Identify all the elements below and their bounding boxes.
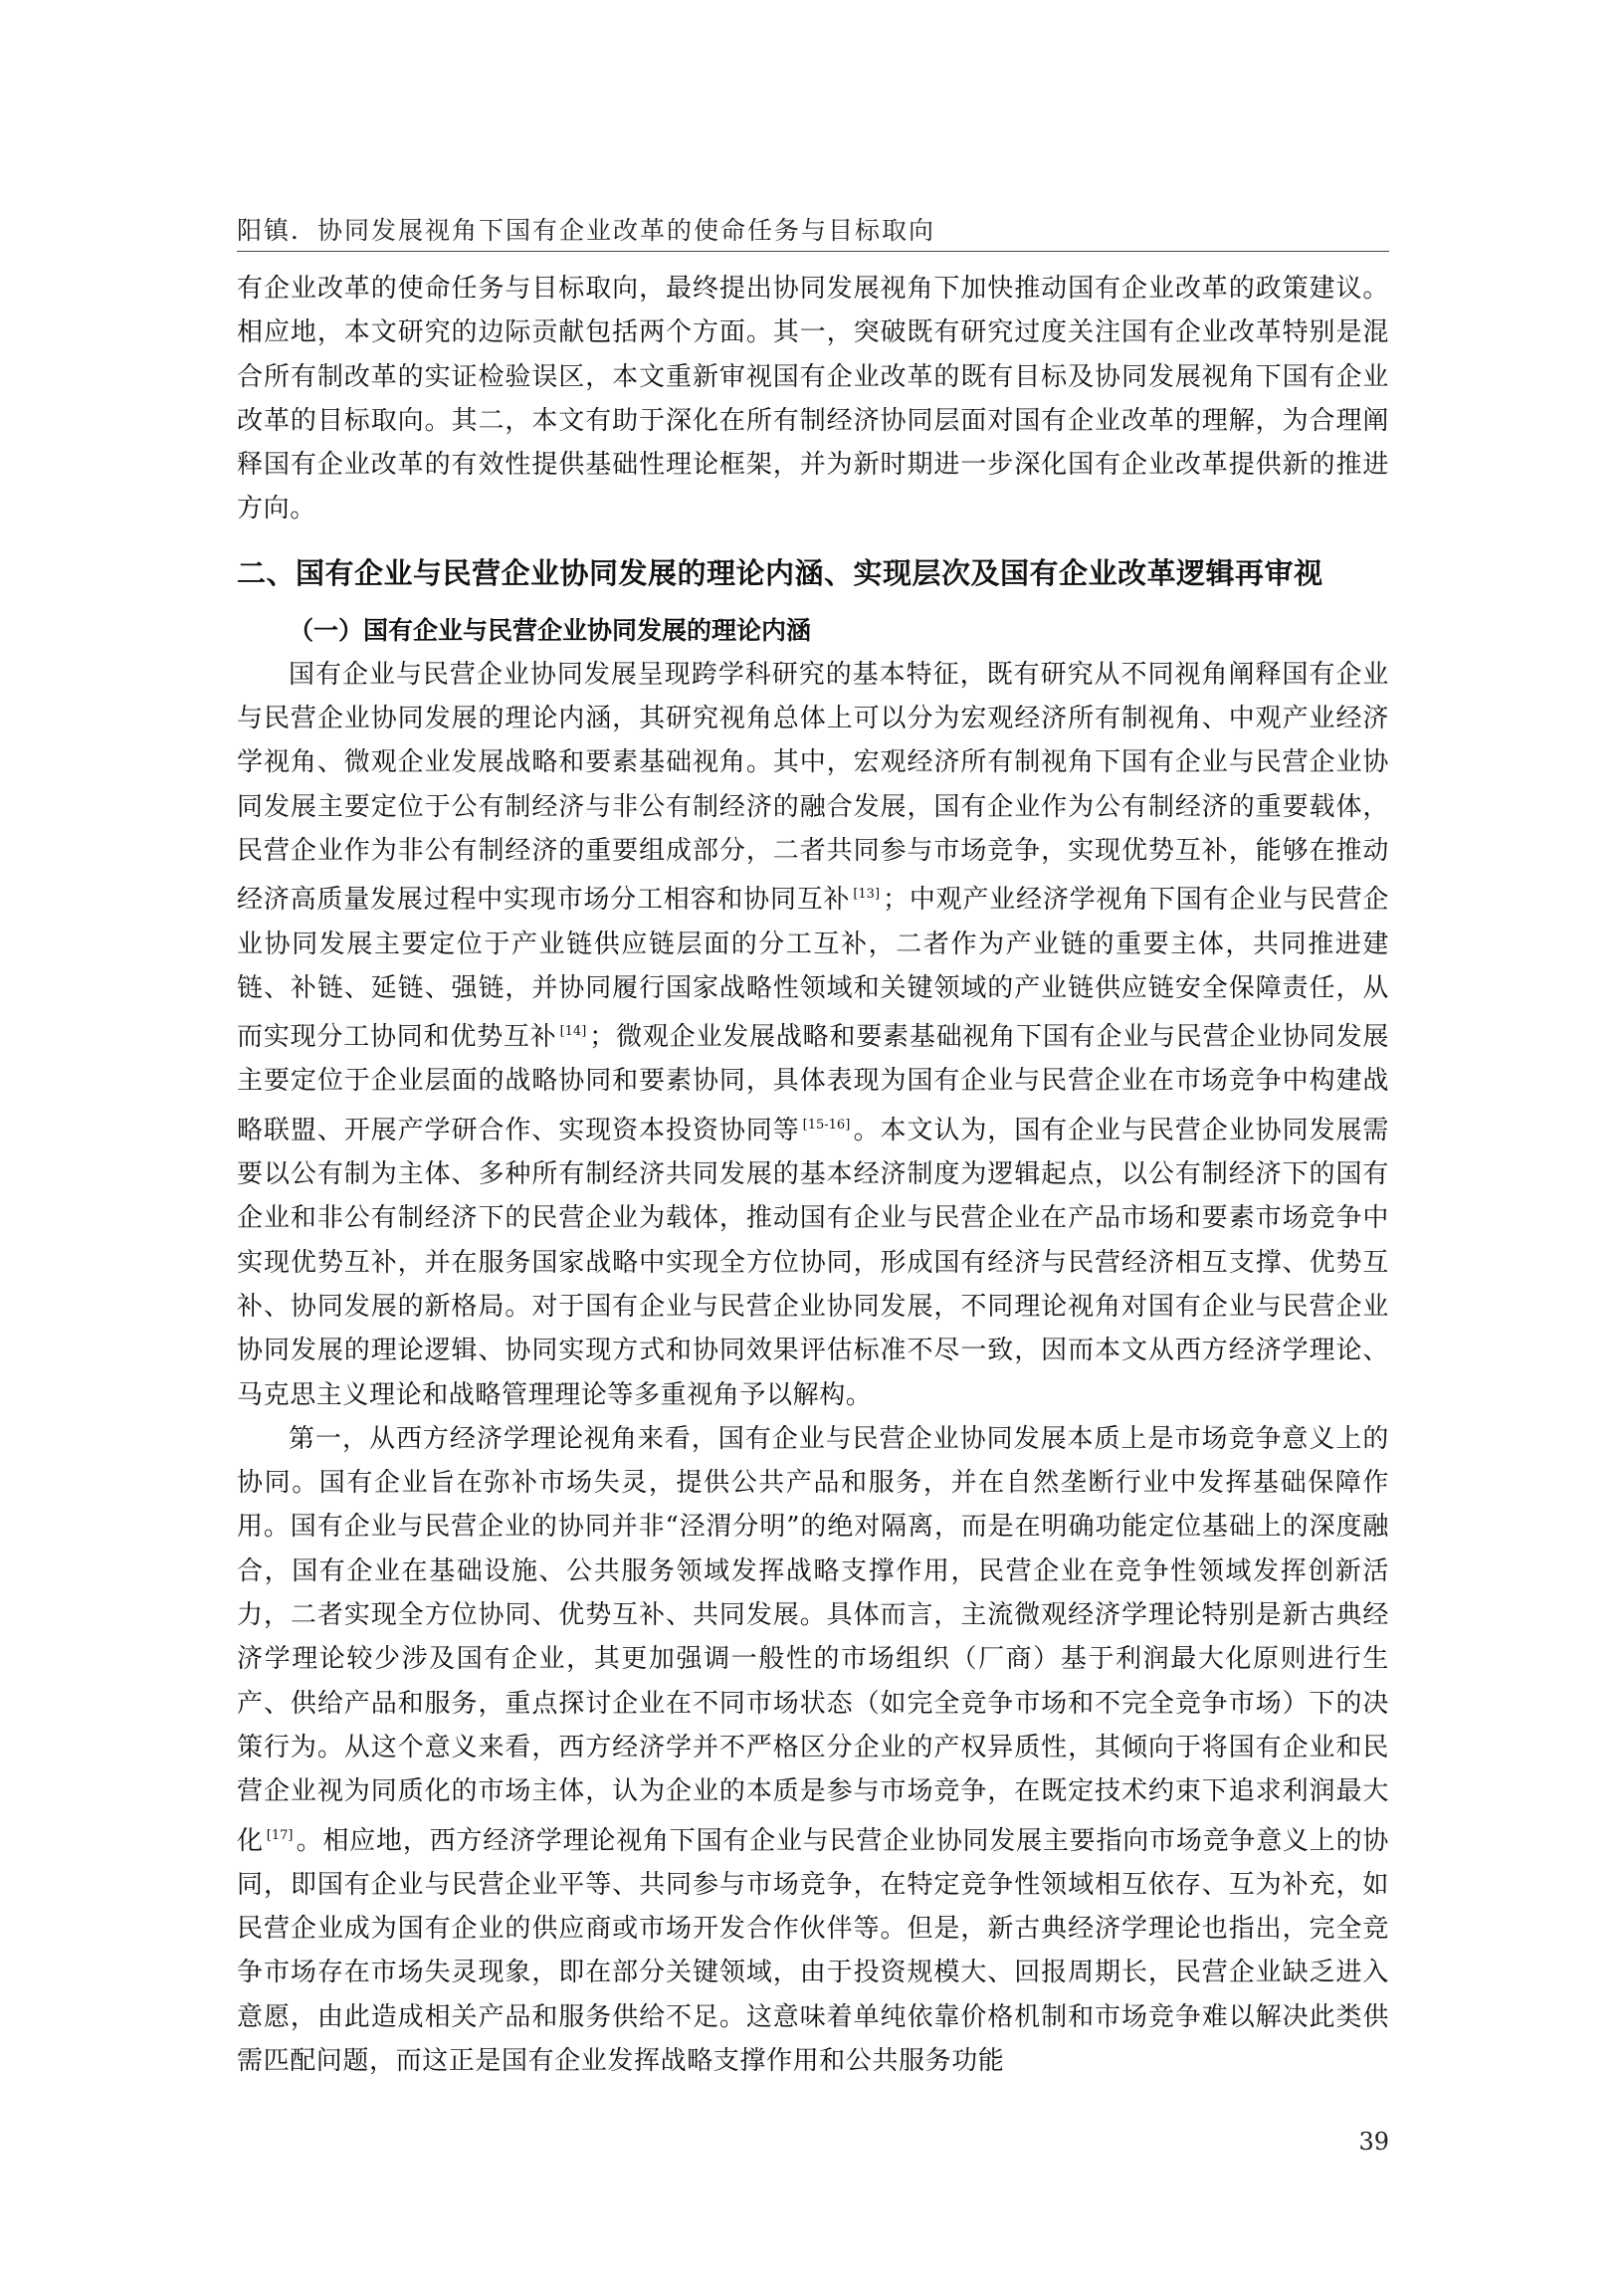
article-body xyxy=(237,267,1389,2083)
section-heading: 二、国有企业与民营企业协同发展的理论内涵、实现层次及国有企业改革逻辑再审视 xyxy=(237,555,1323,590)
paragraph-text: 国有企业与民营企业协同发展呈现跨学科研究的基本特征，既有研究从不同视角阐释国有企业与民营企业协同发展的理论内涵，其研究视角总体上可以分为宏观经济所有制视角、中观产业经济学视角、微观企业发展战略和要素基础视角。其中，宏观经济所有制视角下国有企业与民营企业协同发展主要定位于公有制经济与非公有制经济的融合发展，国有企业作为公有制经济的重要载体，民营企业作为非公有制经济的重要组成部分，二者共同参与市场竞争，实现优势互补，能够在推动经济高质量发展过程中实现市场分工相容和协同互补 xyxy=(237,659,1389,916)
subsection-heading: （一）国有企业与民营企业协同发展的理论内涵 xyxy=(289,615,812,645)
paragraph-text: ；微观企业发展战略和要素基础视角下国有企业与民营企业协同发展主要定位于企业层面的战略协同和要素协同，具体表现为国有企业与民营企业在市场竞争中构建战略联盟、开展产学研合作、实现资本投资协同等 xyxy=(237,1022,1389,1145)
paragraph-text: 。相应地，西方经济学理论视角下国有企业与民营企业协同发展主要指向市场竞争意义上的协同，即国有企业与民营企业平等、共同参与市场竞争，在特定竞争性领域相互依存、互为补充，如民营企业成为国有企业的供应商或市场开发合作伙伴等。但是，新古典经济学理论也指出，完全竞争市场存在市场失灵现象，即在部分关键领域，由于投资规模大、回报周期长，民营企业缺乏进入意愿，由此造成相关产品和服务供给不足。这意味着单纯依靠价格机制和市场竞争难以解决此类供需匹配问题，而这正是国有企业发挥战略支撑作用和公共服务功能 xyxy=(237,1825,1389,2076)
paragraph-text: 第一，从西方经济学理论视角来看，国有企业与民营企业协同发展本质上是市场竞争意义上的协同。国有企业旨在弥补市场失灵，提供公共产品和服务，并在自然垄断行业中发挥基础保障作用。国有企业与民营企业的协同并非“泾渭分明”的绝对隔离，而是在明确功能定位基础上的深度融合，国有企业在基础设施、公共服务领域发挥战略支撑作用，民营企业在竞争性领域发挥创新活力，二者实现全方位协同、优势互补、共同发展。具体而言，主流微观经济学理论特别是新古典经济学理论较少涉及国有企业，其更加强调一般性的市场组织（厂商）基于利润最大化原则进行生产、供给产品和服务，重点探讨企业在不同市场状态（如完全竞争市场和不完全竞争市场）下的决策行为。从这个意义来看，西方经济学并不严格区分企业的产权异质性，其倾向于将国有企业和民营企业视为同质化的市场主体，认为企业的本质是参与市场竞争，在既定技术约束下追求利润最大化 xyxy=(237,1423,1389,1856)
paragraph-text: 。本文认为，国有企业与民营企业协同发展需要以公有制为主体、多种所有制经济共同发展的基本经济制度为逻辑起点，以公有制经济下的国有企业和非公有制经济下的民营企业为载体，推动国有企业与民营企业在产品市场和要素市场竞争中实现优势互补，并在服务国家战略中实现全方位协同，形成国有经济与民营经济相互支撑、优势互补、协同发展的新格局。对于国有企业与民营企业协同发展，不同理论视角对国有企业与民营企业协同发展的理论逻辑、协同实现方式和协同效果评估标准不尽一致，因而本文从西方经济学理论、马克思主义理论和战略管理理论等多重视角予以解构。 xyxy=(237,1115,1389,1410)
citation-13[interactable]: [13] xyxy=(853,887,881,903)
paragraph-theory-connotation xyxy=(237,653,1389,1417)
citation-17[interactable]: [17] xyxy=(266,1827,294,1843)
citation-14[interactable]: [14] xyxy=(559,1024,587,1040)
running-header: 阳镇．协同发展视角下国有企业改革的使命任务与目标取向 xyxy=(237,216,936,245)
intro-paragraph: 有企业改革的使命任务与目标取向，最终提出协同发展视角下加快推动国有企业改革的政策建议。相应地，本文研究的边际贡献包括两个方面。其一，突破既有研究过度关注国有企业改革特别是混合所有制改革的实证检验误区，本文重新审视国有企业改革的既有目标及协同发展视角下国有企业改革的目标取向。其二，本文有助于深化在所有制经济协同层面对国有企业改革的理解，为合理阐释国有企业改革的有效性提供基础性理论框架，并为新时期进一步深化国有企业改革提供新的推进方向。 xyxy=(237,274,1389,524)
paragraph-western-economics xyxy=(237,1417,1389,2083)
paragraph-text: ；中观产业经济学视角下国有企业与民营企业协同发展主要定位于产业链供应链层面的分工互补，二者作为产业链的重要主体，共同推进建链、补链、延链、强链，并协同履行国家战略性领域和关键领域的产业链供应链安全保障责任，从而实现分工协同和优势互补 xyxy=(237,885,1389,1053)
page-number: 39 xyxy=(1358,2128,1389,2156)
header-rule xyxy=(237,251,1389,252)
citation-15-16[interactable]: [15-16] xyxy=(802,1117,851,1133)
